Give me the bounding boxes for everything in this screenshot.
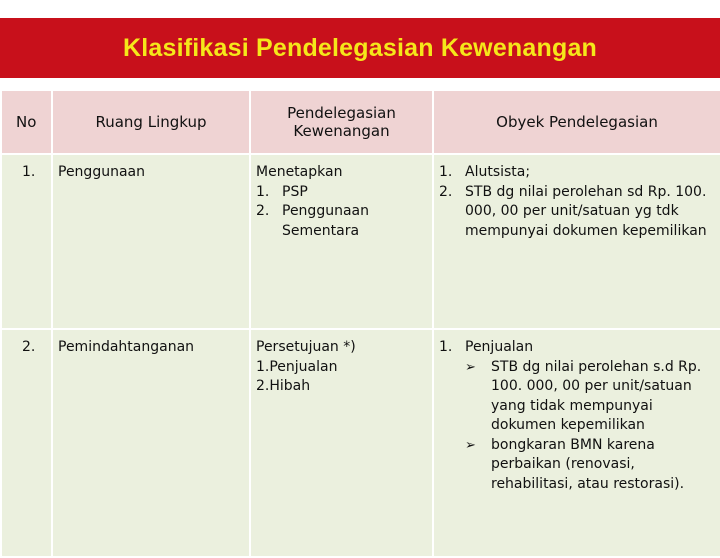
header-scope: Ruang Lingkup bbox=[52, 91, 250, 154]
object-list bbox=[439, 163, 720, 241]
page-title: Klasifikasi Pendelegasian Kewenangan bbox=[122, 33, 598, 62]
title-banner bbox=[0, 18, 720, 78]
cell-delegation bbox=[250, 154, 433, 329]
cell-scope: Pemindahtanganan bbox=[52, 329, 250, 557]
cell-object bbox=[433, 329, 720, 557]
list-item: ➢ STB dg nilai perolehan s.d Rp. 100. 000, 00 per unit/satuan yang tidak mempunyai dokumen kepemilikan bbox=[465, 358, 702, 433]
cell-delegation bbox=[250, 329, 433, 557]
table-row bbox=[1, 154, 720, 329]
list-item: 2. Penggunaan Sementara bbox=[256, 203, 369, 239]
cell-no: 1. bbox=[1, 154, 52, 329]
delegation-intro: Menetapkan bbox=[256, 164, 343, 180]
list-item: 1. Alutsista; bbox=[439, 164, 531, 180]
header-object: Obyek Pendelegasian bbox=[433, 91, 720, 154]
cell-object bbox=[433, 154, 720, 329]
list-item: 1. PSP bbox=[256, 183, 308, 200]
delegation-list bbox=[256, 183, 432, 242]
classification-table bbox=[0, 91, 720, 558]
delegation-intro: Persetujuan *) bbox=[256, 339, 356, 355]
list-item: ➢ bongkaran BMN karena perbaikan (renovasi, rehabilitasi, atau restorasi). bbox=[465, 436, 685, 492]
cell-scope: Penggunaan bbox=[52, 154, 250, 329]
list-item: 1. Penjualan ➢ STB dg nilai perolehan s.d Rp. 100. 000, 00 per unit/satuan yang tidak mempunyai dokumen kepemilikan ➢ bongkaran BMN karena perbaikan (renovasi, rehabilitasi, atau restorasi). bbox=[439, 338, 720, 494]
arrow-bullet-icon: ➢ bbox=[465, 437, 476, 453]
object-sublist bbox=[465, 358, 720, 495]
delegation-line: 2.Hibah bbox=[256, 378, 311, 394]
table-row bbox=[1, 329, 720, 557]
cell-no: 2. bbox=[1, 329, 52, 557]
arrow-bullet-icon: ➢ bbox=[465, 359, 476, 375]
header-no: No bbox=[1, 91, 52, 154]
header-delegation: Pendelegasian Kewenangan bbox=[250, 91, 433, 154]
list-item: 2. STB dg nilai perolehan sd Rp. 100. 000, 00 per unit/satuan yg tdk mempunyai dokumen kepemilikan bbox=[439, 183, 707, 239]
object-list bbox=[439, 338, 720, 494]
delegation-line: 1.Penjualan bbox=[256, 358, 338, 375]
table-header-row bbox=[1, 91, 720, 154]
